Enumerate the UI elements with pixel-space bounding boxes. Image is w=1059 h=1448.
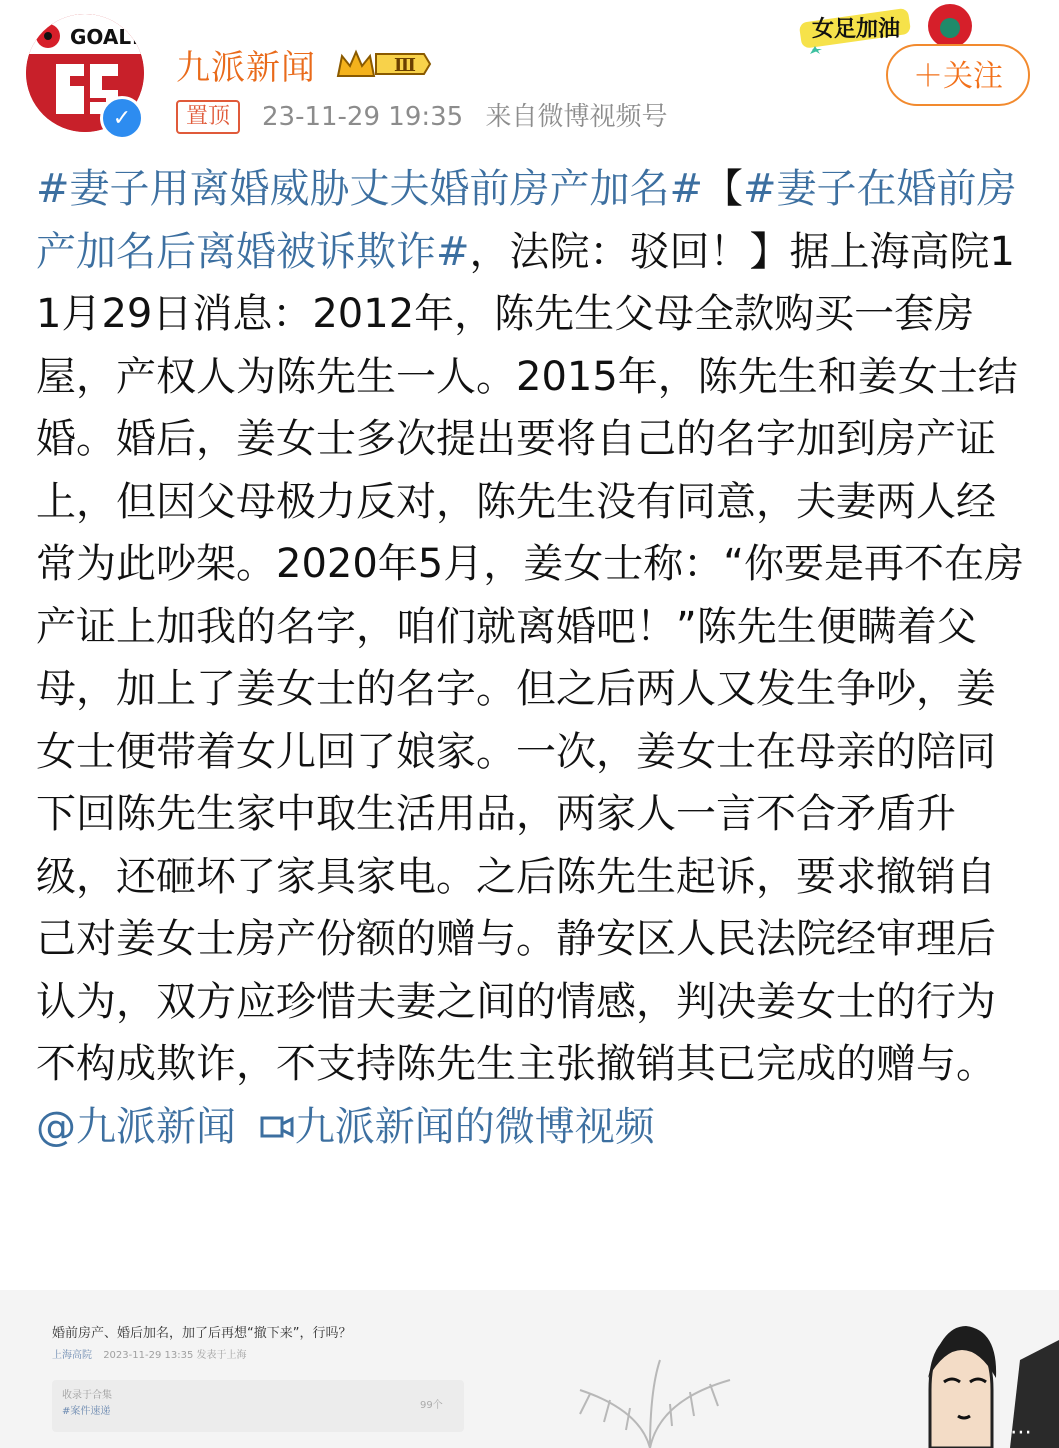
post-meta [262,100,668,134]
crown-level-icon [336,48,432,80]
headline-text: ，法院：驳回！】 [469,228,790,275]
video-date: 2023-11-29 13:35 发表于上海 [103,1350,247,1361]
more-icon[interactable]: ⋯ [1010,1420,1032,1445]
svg-text:GOAL!: GOAL! [70,25,141,49]
video-link[interactable] [249,1104,655,1150]
follow-button[interactable]: ＋关注 [886,44,1030,106]
hashtag-link[interactable]: #妻子用离婚威胁丈夫婚前房产加名# [36,166,704,212]
hashtag-link[interactable]: #妻子在婚前房产加名后离婚被诉欺诈# [36,166,1017,275]
video-icon [259,1114,295,1142]
verified-icon: ✓ [100,96,144,140]
svg-text:Ⅲ: Ⅲ [394,55,416,76]
bracket-open: 【 [703,166,744,212]
collection-card [52,1380,464,1432]
pinned-badge: 置顶 [176,100,240,134]
video-meta [52,1346,246,1361]
post-body-text: 据上海高院11月29日消息：2012年，陈先生父母全款购买一套房屋，产权人为陈先生一人。2015年，陈先生和姜女士结婚。婚后，姜女士多次提出要将自己的名字加到房产证上，但因父母极力反对，陈先生没有同意，夫妻两人经常为此吵架。2020年5月，姜女士称：“你要是再不在房产证上加我的名字，咱们就离婚吧！”陈先生便瞒着父母，加上了姜女士的名字。但之后两人又发生争吵，姜女士便带着女儿回了娘家。一次，姜女士在母亲的陪同下回陈先生家中取生活用品，两家人一言不合矛盾升级，还砸坏了家具家电。之后陈先生起诉，要求撤销自己对姜女士房产份额的赠与。静安区人民法院经审理后认为，双方应珍惜夫妻之间的情感，判决姜女士的行为不构成欺诈，不支持陈先生主张撤销其已完成的赠与。 [36,228,1024,1087]
svg-text:女足加油: 女足加油 [812,17,901,42]
post-content [36,158,1032,1158]
palm-leaf-illustration-icon [520,1350,780,1448]
post-source[interactable]: 来自微博视频号 [485,102,668,132]
video-author: 上海高院 [52,1350,92,1361]
account-name[interactable]: 九派新闻 [176,48,316,88]
collection-count: 99个 [420,1400,443,1411]
video-title: 婚前房产、婚后加名，加了后再想“撤下来”，行吗？ [52,1326,352,1341]
cartoon-figure-icon [900,1320,1059,1448]
mention-link[interactable]: @九派新闻 [36,1103,236,1150]
collection-tag: #案件速递 [62,1406,111,1417]
collection-label: 收录于合集 [62,1390,112,1401]
post-timestamp: 23-11-29 19:35 [262,102,464,132]
video-link-label: 九派新闻的微博视频 [294,1103,655,1150]
